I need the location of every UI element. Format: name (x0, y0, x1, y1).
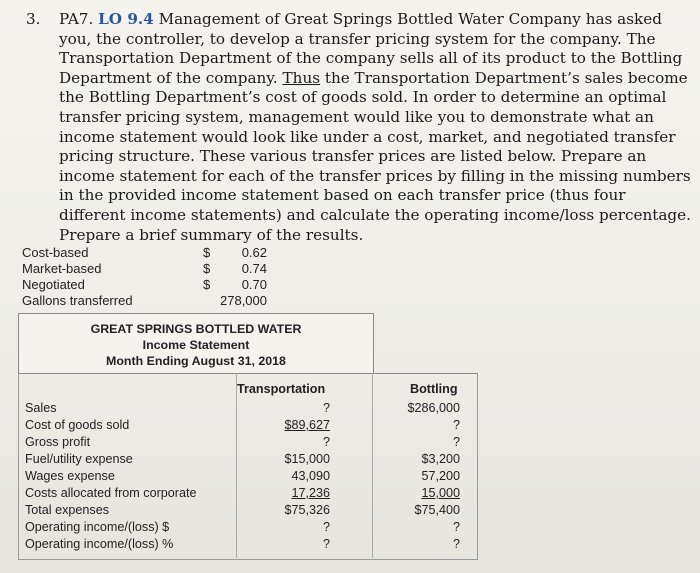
statement-period: Month Ending August 31, 2018 (106, 354, 286, 368)
param-row (22, 245, 267, 261)
problem-code: PA7. (59, 10, 94, 28)
transport-value: 43,090 (291, 469, 330, 483)
statement-row (22, 503, 474, 519)
transfer-price-list (22, 245, 267, 309)
bottling-value: $75,400 (414, 503, 460, 517)
row-label: Sales (25, 401, 57, 415)
statement-row (22, 418, 474, 434)
learning-objective: LO 9.4 (98, 10, 154, 28)
transport-value: ? (322, 537, 330, 551)
statement-title: Income Statement (142, 338, 250, 352)
transport-value: $75,326 (284, 503, 330, 517)
statement-row (22, 435, 474, 451)
statement-row (22, 452, 474, 468)
column-header-bottling: Bottling (410, 382, 458, 396)
statement-row (22, 537, 474, 553)
param-value: 0.74 (241, 261, 267, 276)
param-currency: $ (203, 277, 211, 292)
param-currency: $ (203, 261, 211, 276)
bottling-value: $3,200 (421, 452, 460, 466)
param-label: Negotiated (22, 277, 85, 292)
bottling-value: ? (452, 520, 460, 534)
param-row (22, 277, 267, 293)
transport-value: $15,000 (284, 452, 330, 466)
problem-thus: Thus (282, 68, 321, 87)
problem-text-1: Management of Great Springs Bottled Water Company has asked you, the controller, to develop a transfer pricing system for the company. The Transportation Department of the company sells all of its product to the Bottling Department of the company. (59, 10, 683, 87)
bottling-value: 15,000 (421, 486, 460, 500)
bottling-value: ? (452, 435, 460, 449)
param-label: Cost-based (22, 245, 89, 260)
bottling-value: ? (452, 537, 460, 551)
problem-text-2: the Transportation Department’s sales become the Bottling Department’s cost of goods sold. In order to determine an optimal transfer pricing system, management would like you to demonstrate what an income statement would look like under a cost, market, and negotiated transfer pricing structure. These various transfer prices are listed below. Prepare an income statement for each of the transfer prices by filling in the missing numbers in the provided income statement based on each transfer price (thus four different income statements) and calculate the operating income/loss percentage. Prepare a brief summary of the results. (59, 68, 691, 244)
transport-value: 17,236 (291, 486, 330, 500)
bottling-value: 57,200 (421, 469, 460, 483)
param-label: Gallons transferred (22, 293, 133, 308)
problem-number: 3. (26, 10, 41, 28)
problem-body (59, 10, 694, 245)
param-label: Market-based (22, 261, 102, 276)
row-label: Fuel/utility expense (25, 452, 133, 466)
bottling-value: ? (452, 418, 460, 432)
row-label: Costs allocated from corporate (25, 486, 197, 500)
column-header-transportation: Transportation (237, 382, 326, 396)
row-label: Total expenses (25, 503, 110, 517)
problem-statement (26, 10, 694, 245)
transport-value: ? (322, 520, 330, 534)
row-label: Operating income/(loss) % (25, 537, 174, 551)
transport-value: ? (322, 401, 330, 415)
statement-row (22, 401, 474, 417)
param-row (22, 261, 267, 277)
transport-value: ? (322, 435, 330, 449)
income-statement (18, 313, 478, 557)
param-value: 0.70 (241, 277, 267, 292)
row-label: Cost of goods sold (25, 418, 130, 432)
bottling-value: $286,000 (407, 401, 460, 415)
row-label: Gross profit (25, 435, 91, 449)
transport-value: $89,627 (284, 418, 330, 432)
row-label: Wages expense (25, 469, 115, 483)
param-currency: $ (203, 245, 211, 260)
param-value: 278,000 (220, 293, 267, 308)
statement-row (22, 486, 474, 502)
statement-row (22, 469, 474, 485)
company-name: GREAT SPRINGS BOTTLED WATER (90, 322, 302, 336)
row-label: Operating income/(loss) $ (25, 520, 170, 534)
param-value: 0.62 (241, 245, 267, 260)
statement-header (18, 313, 374, 373)
param-row (22, 293, 267, 309)
statement-row (22, 520, 474, 536)
